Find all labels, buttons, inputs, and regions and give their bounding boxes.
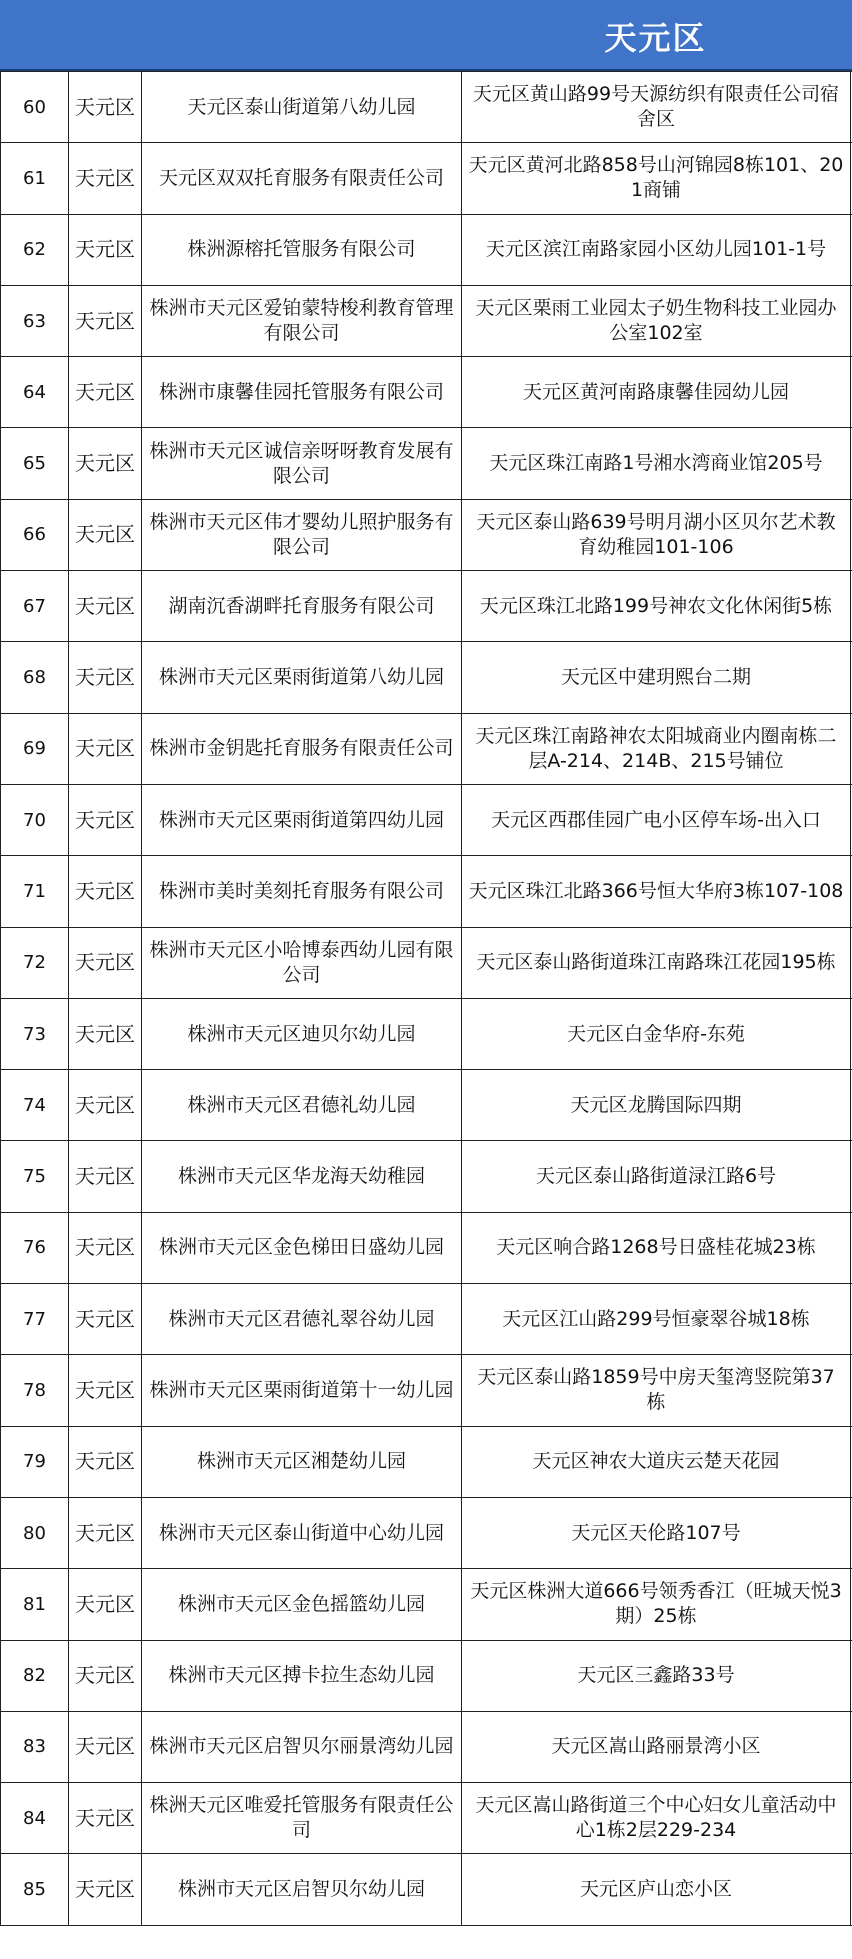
institution-address: 天元区中建玥熙台二期 [462, 642, 851, 713]
institution-table [0, 71, 852, 1926]
district-title: 天元区 [604, 18, 707, 57]
institution-name: 株洲市天元区小哈博泰西幼儿园有限公司 [142, 927, 462, 998]
row-district: 天元区 [69, 784, 142, 855]
row-number: 83 [1, 1711, 69, 1782]
institution-name: 株洲市天元区启智贝尔幼儿园 [142, 1854, 462, 1925]
row-district: 天元区 [69, 1783, 142, 1854]
institution-name: 株洲源榕托管服务有限公司 [142, 214, 462, 285]
institution-name: 株洲天元区唯爱托管服务有限责任公司 [142, 1783, 462, 1854]
row-number: 63 [1, 285, 69, 356]
row-district: 天元区 [69, 856, 142, 927]
table-row [1, 856, 852, 927]
row-number: 81 [1, 1569, 69, 1640]
row-number: 62 [1, 214, 69, 285]
table-row [1, 357, 852, 428]
row-number: 84 [1, 1783, 69, 1854]
institution-name: 株洲市天元区诚信亲呀呀教育发展有限公司 [142, 428, 462, 499]
institution-name: 株洲市天元区金色梯田日盛幼儿园 [142, 1212, 462, 1283]
table-row [1, 1212, 852, 1283]
table-row [1, 285, 852, 356]
table-row [1, 998, 852, 1069]
row-number: 73 [1, 998, 69, 1069]
row-district: 天元区 [69, 428, 142, 499]
institution-name: 株洲市天元区栗雨街道第四幼儿园 [142, 784, 462, 855]
row-number: 68 [1, 642, 69, 713]
table-row [1, 571, 852, 642]
row-district: 天元区 [69, 1569, 142, 1640]
institution-address: 天元区神农大道庆云楚天花园 [462, 1426, 851, 1497]
institution-name: 株洲市天元区伟才婴幼儿照护服务有限公司 [142, 499, 462, 570]
row-number: 60 [1, 72, 69, 143]
row-district: 天元区 [69, 285, 142, 356]
table-row [1, 72, 852, 143]
institution-address: 天元区泰山路街道珠江南路珠江花园195栋 [462, 927, 851, 998]
row-district: 天元区 [69, 143, 142, 214]
table-row [1, 1426, 852, 1497]
row-district: 天元区 [69, 927, 142, 998]
institution-address: 天元区株洲大道666号领秀香江（旺城天悦3期）25栋 [462, 1569, 851, 1640]
institution-address: 天元区滨江南路家园小区幼儿园101-1号 [462, 214, 851, 285]
row-district: 天元区 [69, 1426, 142, 1497]
institution-name: 株洲市天元区栗雨街道第十一幼儿园 [142, 1355, 462, 1426]
institution-name: 株洲市天元区栗雨街道第八幼儿园 [142, 642, 462, 713]
row-district: 天元区 [69, 713, 142, 784]
institution-name: 株洲市天元区湘楚幼儿园 [142, 1426, 462, 1497]
table-row [1, 1355, 852, 1426]
table-row [1, 713, 852, 784]
institution-address: 天元区珠江南路1号湘水湾商业馆205号 [462, 428, 851, 499]
table-row [1, 642, 852, 713]
row-number: 76 [1, 1212, 69, 1283]
institution-address: 天元区黄河南路康馨佳园幼儿园 [462, 357, 851, 428]
institution-address: 天元区栗雨工业园太子奶生物科技工业园办公室102室 [462, 285, 851, 356]
table-row [1, 428, 852, 499]
row-district: 天元区 [69, 357, 142, 428]
row-number: 77 [1, 1284, 69, 1355]
table-row [1, 1497, 852, 1568]
table-row [1, 143, 852, 214]
row-number: 85 [1, 1854, 69, 1925]
institution-name: 株洲市天元区君德礼幼儿园 [142, 1070, 462, 1141]
row-district: 天元区 [69, 1854, 142, 1925]
table-row [1, 1854, 852, 1925]
row-number: 71 [1, 856, 69, 927]
institution-address: 天元区西郡佳园广电小区停车场-出入口 [462, 784, 851, 855]
institution-address: 天元区珠江南路神农太阳城商业内圈南栋二层A-214、214B、215号铺位 [462, 713, 851, 784]
table-row [1, 1569, 852, 1640]
row-district: 天元区 [69, 72, 142, 143]
row-number: 80 [1, 1497, 69, 1568]
row-number: 64 [1, 357, 69, 428]
row-number: 82 [1, 1640, 69, 1711]
institution-name: 株洲市天元区华龙海天幼稚园 [142, 1141, 462, 1212]
table-header-band [0, 0, 852, 71]
row-district: 天元区 [69, 1497, 142, 1568]
table-row [1, 499, 852, 570]
table-row [1, 1711, 852, 1782]
institution-address: 天元区珠江北路199号神农文化休闲街5栋 [462, 571, 851, 642]
row-number: 65 [1, 428, 69, 499]
institution-name: 株洲市天元区搏卡拉生态幼儿园 [142, 1640, 462, 1711]
row-number: 78 [1, 1355, 69, 1426]
institution-address: 天元区天伦路107号 [462, 1497, 851, 1568]
table-row [1, 1284, 852, 1355]
row-number: 70 [1, 784, 69, 855]
row-district: 天元区 [69, 499, 142, 570]
institution-address: 天元区泰山路1859号中房天玺湾竖院第37栋 [462, 1355, 851, 1426]
institution-address: 天元区龙腾国际四期 [462, 1070, 851, 1141]
institution-name: 湖南沉香湖畔托育服务有限公司 [142, 571, 462, 642]
row-number: 66 [1, 499, 69, 570]
institution-name: 株洲市天元区迪贝尔幼儿园 [142, 998, 462, 1069]
institution-address: 天元区泰山路639号明月湖小区贝尔艺术教育幼稚园101-106 [462, 499, 851, 570]
institution-name: 株洲市康馨佳园托管服务有限公司 [142, 357, 462, 428]
institution-address: 天元区响合路1268号日盛桂花城23栋 [462, 1212, 851, 1283]
institution-name: 天元区双双托育服务有限责任公司 [142, 143, 462, 214]
row-number: 74 [1, 1070, 69, 1141]
row-district: 天元区 [69, 1284, 142, 1355]
row-district: 天元区 [69, 1640, 142, 1711]
row-district: 天元区 [69, 571, 142, 642]
institution-name: 天元区泰山街道第八幼儿园 [142, 72, 462, 143]
institution-name: 株洲市金钥匙托育服务有限责任公司 [142, 713, 462, 784]
row-district: 天元区 [69, 998, 142, 1069]
table-row [1, 214, 852, 285]
institution-address: 天元区嵩山路街道三个中心妇女儿童活动中心1栋2层229-234 [462, 1783, 851, 1854]
institution-address: 天元区江山路299号恒豪翠谷城18栋 [462, 1284, 851, 1355]
row-number: 69 [1, 713, 69, 784]
institution-address: 天元区珠江北路366号恒大华府3栋107-108 [462, 856, 851, 927]
institution-name: 株洲市美时美刻托育服务有限公司 [142, 856, 462, 927]
row-number: 72 [1, 927, 69, 998]
table-row [1, 1141, 852, 1212]
institution-name: 株洲市天元区君德礼翠谷幼儿园 [142, 1284, 462, 1355]
row-number: 79 [1, 1426, 69, 1497]
institution-address: 天元区三鑫路33号 [462, 1640, 851, 1711]
row-number: 67 [1, 571, 69, 642]
row-number: 75 [1, 1141, 69, 1212]
institution-address: 天元区泰山路街道渌江路6号 [462, 1141, 851, 1212]
institution-address: 天元区白金华府-东苑 [462, 998, 851, 1069]
institution-name: 株洲市天元区泰山街道中心幼儿园 [142, 1497, 462, 1568]
institution-name: 株洲市天元区金色摇篮幼儿园 [142, 1569, 462, 1640]
institution-name: 株洲市天元区启智贝尔丽景湾幼儿园 [142, 1711, 462, 1782]
table-row [1, 1640, 852, 1711]
row-district: 天元区 [69, 642, 142, 713]
institution-address: 天元区嵩山路丽景湾小区 [462, 1711, 851, 1782]
row-district: 天元区 [69, 1355, 142, 1426]
row-district: 天元区 [69, 1141, 142, 1212]
row-district: 天元区 [69, 214, 142, 285]
table-row [1, 784, 852, 855]
row-district: 天元区 [69, 1212, 142, 1283]
table-row [1, 1783, 852, 1854]
institution-address: 天元区黄河北路858号山河锦园8栋101、201商铺 [462, 143, 851, 214]
institution-address: 天元区黄山路99号天源纺织有限责任公司宿舍区 [462, 72, 851, 143]
row-number: 61 [1, 143, 69, 214]
institution-name: 株洲市天元区爱铂蒙特梭利教育管理有限公司 [142, 285, 462, 356]
row-district: 天元区 [69, 1070, 142, 1141]
row-district: 天元区 [69, 1711, 142, 1782]
table-row [1, 927, 852, 998]
table-row [1, 1070, 852, 1141]
institution-address: 天元区庐山恋小区 [462, 1854, 851, 1925]
